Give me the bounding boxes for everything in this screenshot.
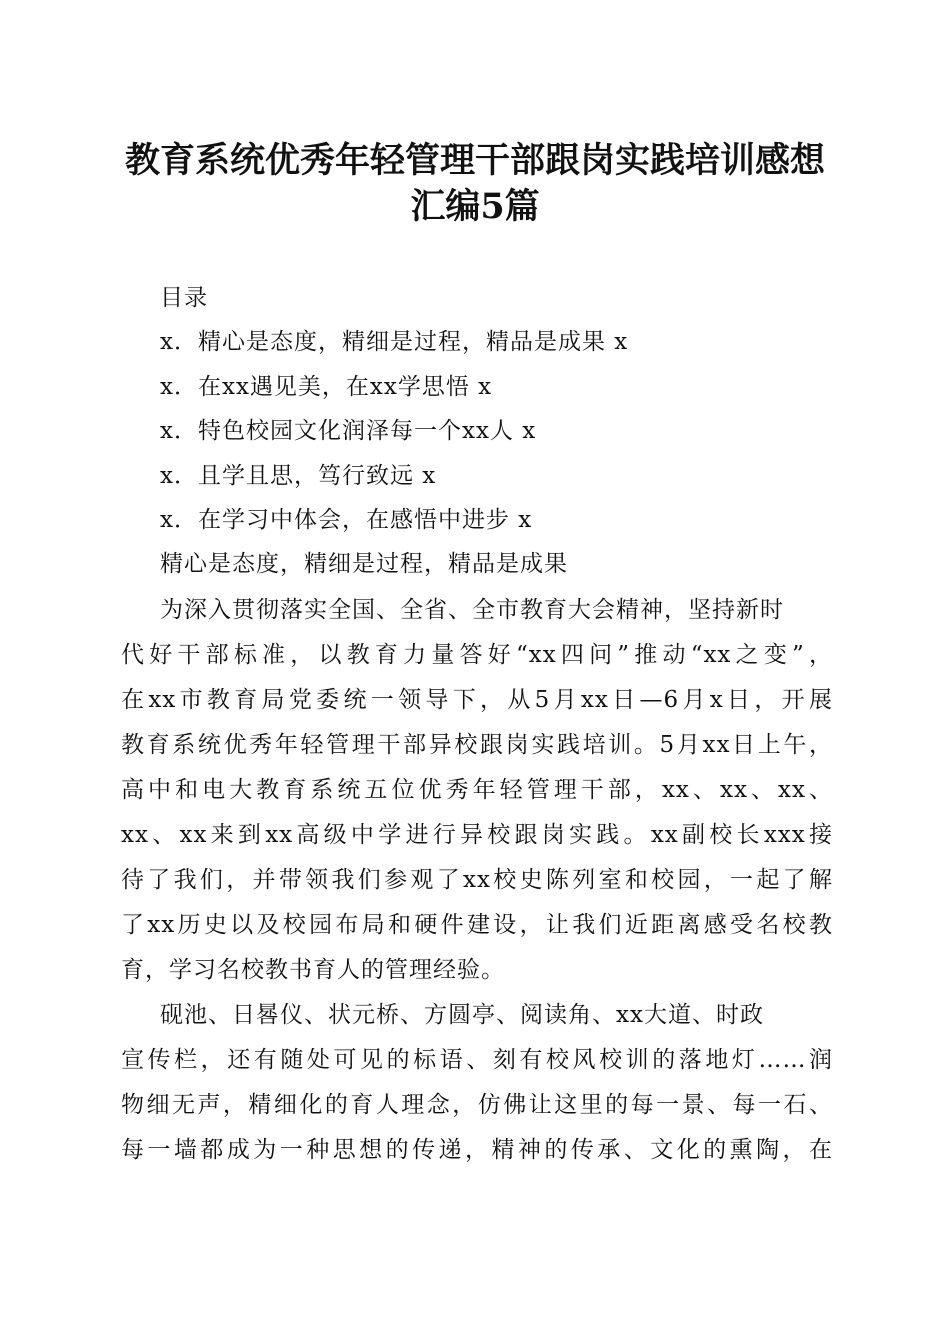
paragraph1-line-3: 在xx市教育局党委统一领导下，从5月xx日—6月x日，开展 <box>121 687 833 713</box>
toc-item-5: x．在学习中体会，在感悟中进步 x <box>160 507 533 533</box>
paragraph1-line-8: 了xx历史以及校园布局和硬件建设，让我们近距离感受名校教 <box>121 912 833 938</box>
toc-item-2: x．在xx遇见美，在xx学思悟 x <box>160 374 493 400</box>
toc-heading: 目录 <box>160 285 208 311</box>
paragraph1-line-1: 为深入贯彻落实全国、全省、全市教育大会精神，坚持新时 <box>160 597 784 623</box>
paragraph1-line-5: 高中和电大教育系统五位优秀年轻管理干部，xx、xx、xx、 <box>121 777 833 803</box>
document-title-line-2: 汇编5篇 <box>410 186 540 227</box>
toc-item-4: x．且学且思，笃行致远 x <box>160 463 437 489</box>
paragraph1-line-6: xx、xx来到xx高级中学进行异校跟岗实践。xx副校长xxx接 <box>121 822 833 848</box>
document-title-line-1: 教育系统优秀年轻管理干部跟岗实践培训感想 <box>124 140 825 181</box>
section-heading: 精心是态度，精细是过程，精品是成果 <box>160 551 568 577</box>
paragraph2-line-3: 物细无声，精细化的育人理念，仿佛让这里的每一景、每一石、 <box>121 1092 833 1118</box>
paragraph1-line-7: 待了我们，并带领我们参观了xx校史陈列室和校园，一起了解 <box>121 867 833 893</box>
paragraph1-line-2: 代好干部标准，以教育力量答好“xx四问”推动“xx之变”， <box>121 642 833 668</box>
toc-item-3: x．特色校园文化润泽每一个xx人 x <box>160 418 537 444</box>
paragraph2-line-2: 宣传栏，还有随处可见的标语、刻有校风校训的落地灯……润 <box>121 1047 833 1073</box>
paragraph2-line-4: 每一墙都成为一种思想的传递，精神的传承、文化的熏陶，在 <box>121 1137 833 1163</box>
paragraph1-line-9: 育，学习名校教书育人的管理经验。 <box>121 957 505 983</box>
paragraph2-line-1: 砚池、日晷仪、状元桥、方圆亭、阅读角、xx大道、时政 <box>160 1002 764 1028</box>
paragraph1-line-4: 教育系统优秀年轻管理干部异校跟岗实践培训。5月xx日上午， <box>121 732 833 758</box>
toc-item-1: x．精心是态度，精细是过程，精品是成果 x <box>160 329 629 355</box>
